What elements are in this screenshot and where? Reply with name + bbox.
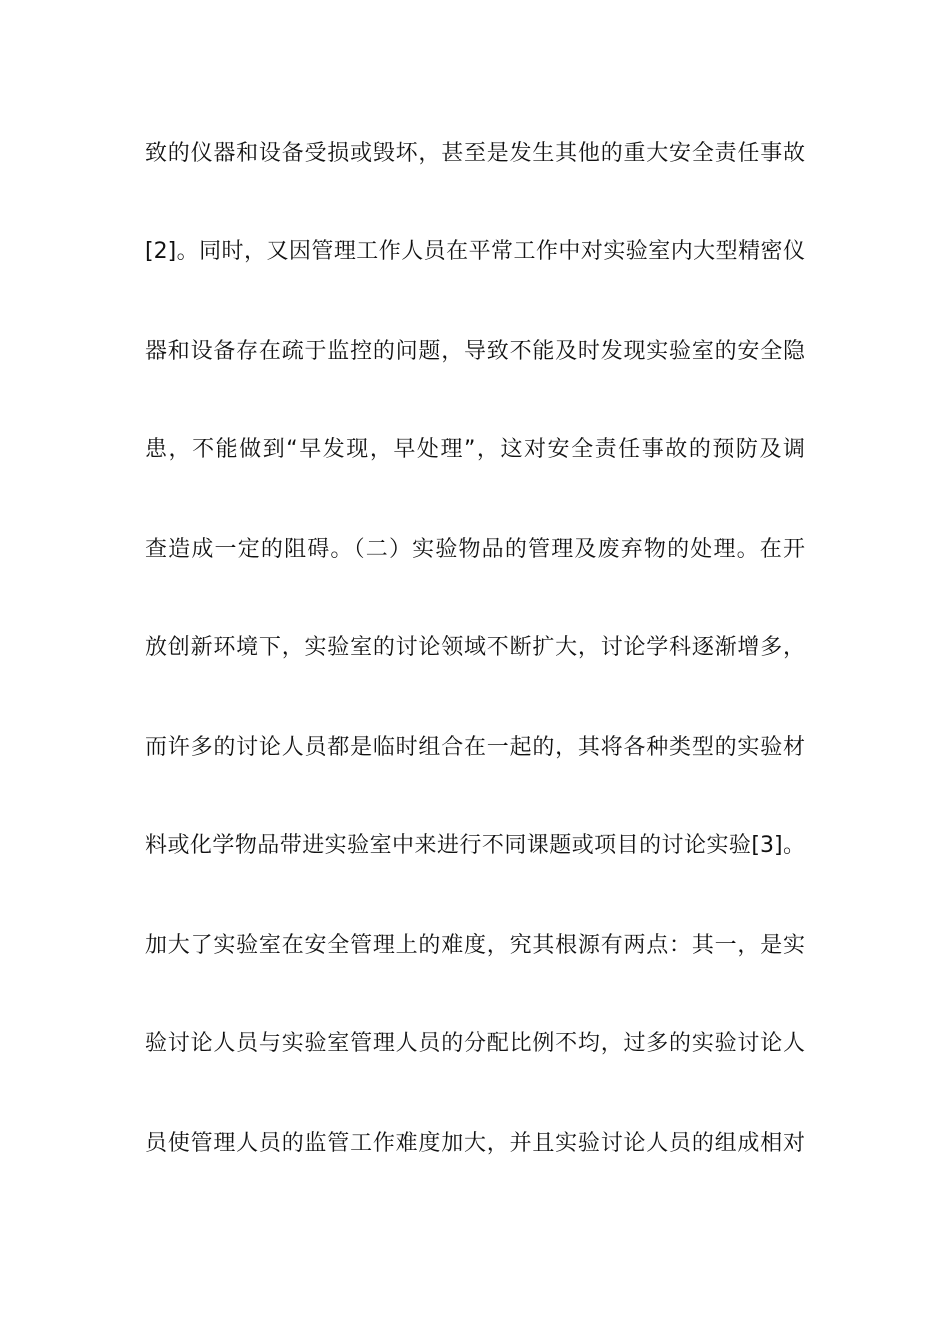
body-text-line: 致的仪器和设备受损或毁坏，甚至是发生其他的重大安全责任事故 xyxy=(145,141,805,166)
body-text-line: 患，不能做到“早发现，早处理”，这对安全责任事故的预防及调 xyxy=(145,437,805,462)
body-text-line: [2]。同时，又因管理工作人员在平常工作中对实验室内大型精密仪 xyxy=(145,239,805,264)
body-text-line: 查造成一定的阻碍。（二）实验物品的管理及废弃物的处理。在开 xyxy=(145,537,805,562)
body-text-line: 料或化学物品带进实验室中来进行不同课题或项目的讨论实验[3]。 xyxy=(145,833,805,858)
body-text-line: 而许多的讨论人员都是临时组合在一起的，其将各种类型的实验材 xyxy=(145,735,805,760)
body-text-line: 加大了实验室在安全管理上的难度，究其根源有两点：其一，是实 xyxy=(145,933,805,958)
body-text-line: 员使管理人员的监管工作难度加大，并且实验讨论人员的组成相对 xyxy=(145,1131,805,1156)
body-text-line: 器和设备存在疏于监控的问题，导致不能及时发现实验室的安全隐 xyxy=(145,339,805,364)
body-text-line: 放创新环境下，实验室的讨论领域不断扩大，讨论学科逐渐增多， xyxy=(145,635,805,660)
body-text-line: 验讨论人员与实验室管理人员的分配比例不均，过多的实验讨论人 xyxy=(145,1031,805,1056)
